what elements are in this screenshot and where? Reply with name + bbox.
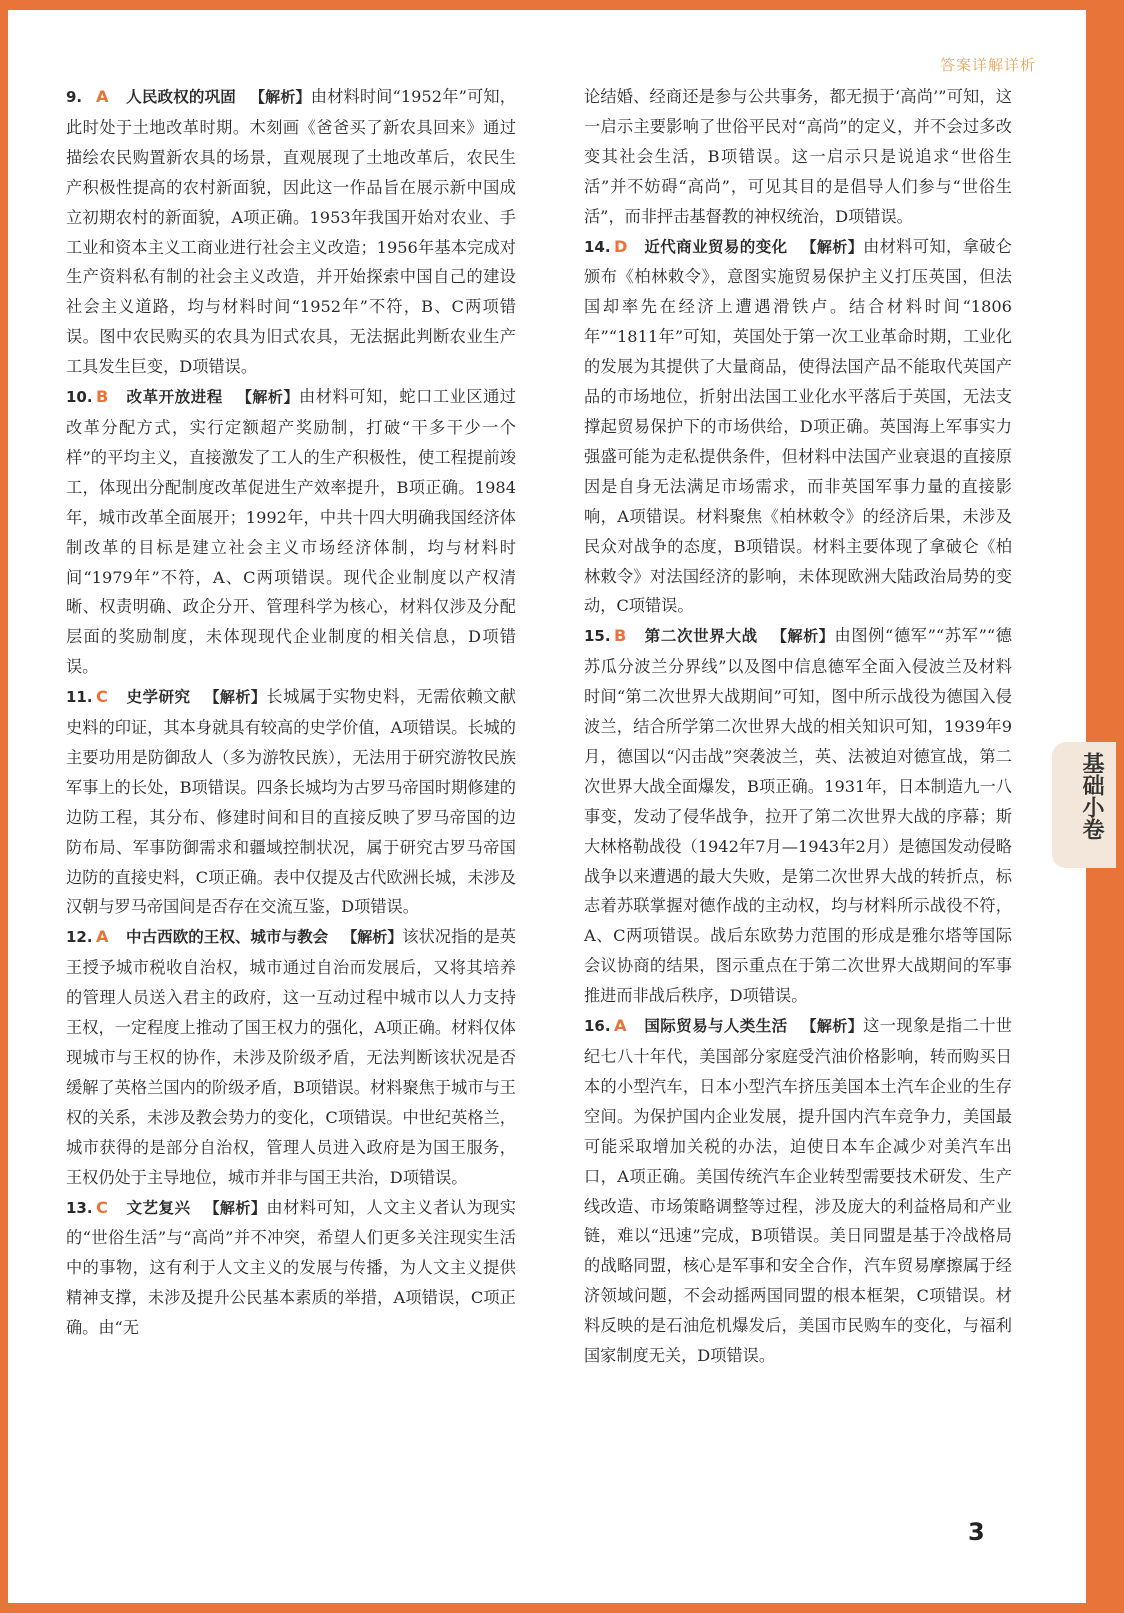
item-topic: 国际贸易与人类生活	[644, 1017, 788, 1036]
answer-item	[66, 922, 516, 1192]
right-column	[584, 82, 1012, 1371]
item-number: 11.	[66, 688, 93, 707]
analysis-tag: 【解析】	[249, 88, 311, 106]
item-answer: C	[96, 1197, 108, 1217]
answer-item	[584, 1011, 1012, 1371]
answer-item	[584, 621, 1012, 1011]
answer-item	[66, 682, 516, 922]
item-topic: 第二次世界大战	[644, 627, 758, 646]
header-label: 答案详解详析	[939, 56, 1036, 74]
answer-item	[66, 382, 516, 682]
item-number: 16.	[584, 1017, 611, 1036]
item-topic: 人民政权的巩固	[126, 88, 236, 106]
item-topic: 近代商业贸易的变化	[644, 237, 788, 256]
page	[8, 10, 1116, 1603]
analysis-tag: 【解析】	[204, 688, 267, 707]
item-text: 该状况指的是英王授予城市税收自治权，城市通过自治而发展后，又将其培养的管理人员送入君主的政府，这一互动过程中城市以人力支持王权，一定程度上推动了国王权力的强化，A项正确。材料仅体现城市与王权的协作，未涉及阶级矛盾，无法判断该状况是否缓解了英格兰国内的阶级矛盾，B项错误。材料聚焦于城市与王权的关系，未涉及教会势力的变化，C项错误。中世纪英格兰，城市获得的是部分自治权，管理人员进入政府是为国王服务，王权仍处于主导地位，城市并非与国王共治，D项错误。	[66, 927, 516, 1187]
answer-item	[66, 1193, 516, 1344]
item-number: 13.	[66, 1198, 93, 1217]
item-answer: A	[614, 1016, 627, 1036]
item-topic: 史学研究	[126, 688, 191, 707]
analysis-tag: 【解析】	[236, 388, 300, 407]
page-number: 3	[968, 1518, 985, 1546]
analysis-tag: 【解析】	[342, 928, 403, 947]
item-topic: 改革开放进程	[126, 388, 223, 407]
item-number: 9.	[66, 88, 83, 106]
item-answer: A	[96, 927, 109, 947]
analysis-tag: 【解析】	[801, 1017, 864, 1036]
answer-item	[584, 232, 1012, 622]
analysis-tag: 【解析】	[771, 627, 835, 646]
item-text: 由材料时间“1952年”可知，此时处于土地改革时期。木刻画《爸爸买了新农具回来》通过描绘农民购置新农具的场景，直观展现了土地改革后，农民生产积极性提高的农村新面貌，因此这一作品旨在展示新中国成立初期农村的新面貌，A项正确。1953年我国开始对农业、手工业和资本主义工商业进行社会主义改造；1956年基本完成对生产资料私有制的社会主义改造，并开始探索中国自己的建设社会主义道路，均与材料时间“1952年”不符，B、C两项错误。图中农民购买的农具为旧式农具，无法据此判断农业生产工具发生巨变，D项错误。	[66, 87, 516, 377]
answer-item	[66, 82, 516, 382]
item-number: 14.	[584, 237, 611, 256]
item-answer: D	[614, 236, 628, 256]
item-answer: B	[614, 626, 627, 646]
item-text: 由材料可知，拿破仑颁布《柏林敕令》，意图实施贸易保护主义打压英国，但法国却率先在经济上遭遇滑铁卢。结合材料时间“1806年”“1811年”可知，英国处于第一次工业革命时期，工业化的发展为其提供了大量商品，使得法国产品不能取代英国产品的市场地位，折射出法国工业化水平落后于英国，无法支撑起贸易保护下的市场供给，D项正确。英国海上军事实力强盛可能为走私提供条件，但材料中法国产业衰退的直接原因是自身无法满足市场需求，而非英国军事力量的直接影响，A项错误。材料聚焦《柏林敕令》的经济后果，未涉及民众对战争的态度，B项错误。材料主要体现了拿破仑《柏林敕令》对法国经济的影响，未体现欧洲大陆政治局势的变动，C项错误。	[584, 236, 1012, 616]
item-answer: A	[96, 87, 109, 106]
item-topic: 中古西欧的王权、城市与教会	[126, 928, 329, 947]
item-answer: B	[96, 387, 109, 407]
item-number: 12.	[66, 928, 93, 947]
item-answer: C	[96, 687, 108, 707]
item-text: 由图例“德军”“苏军”“德苏瓜分波兰分界线”以及图中信息德军全面入侵波兰及材料时间“第二次世界大战期间”可知，图中所示战役为德国入侵波兰，结合所学第二次世界大战的相关知识可知，1939年9月，德国以“闪击战”突袭波兰，英、法被迫对德宣战，第二次世界大战全面爆发，B项正确。1931年，日本制造九一八事变，发动了侵华战争，拉开了第二次世界大战的序幕；斯大林格勒战役（1942年7月—1943年2月）是德国发动侵略战争以来遭遇的最大失败，是第二次世界大战的转折点，标志着苏联掌握对德作战的主动权，均与材料所示战役不符，A、C两项错误。战后东欧势力范围的形成是雅尔塔等国际会议协商的结果，图示重点在于第二次世界大战期间的军事推进而非战后秩序，D项错误。	[584, 626, 1012, 1006]
continued-text: 论结婚、经商还是参与公共事务，都无损于‘高尚’”可知，这一启示主要影响了世俗平民对“高尚”的定义，并不会过多改变其社会生活，B项错误。这一启示只是说追求“世俗生活”并不妨碍“高尚”，可见其目的是倡导人们参与“世俗生活”，而非抨击基督教的神权统治，D项错误。	[584, 87, 1012, 226]
analysis-tag: 【解析】	[204, 1198, 267, 1217]
item-topic: 文艺复兴	[126, 1198, 191, 1217]
item-text: 长城属于实物史料，无需依赖文献史料的印证，其本身就具有较高的史学价值，A项错误。长城的主要功用是防御敌人（多为游牧民族），无法用于研究游牧民族军事上的长处，B项错误。四条长城均为古罗马帝国时期修建的边防工程，其分布、修建时间和目的直接反映了罗马帝国的边防布局、军事防御需求和疆域控制状况，属于研究古罗马帝国边防的直接史料，C项正确。表中仅提及古代欧洲长城，未涉及汉朝与罗马帝国间是否存在交流互鉴，D项错误。	[66, 687, 516, 917]
item-number: 10.	[66, 388, 93, 407]
item-text: 由材料可知，人文主义者认为现实的“世俗生活”与“高尚”并不冲突，希望人们更多关注现实生活中的事物，这有利于人文主义的发展与传播，为人文主义提供精神支撑，未涉及提升公民基本素质的举措，A项错误，C项正确。由“无	[66, 1197, 516, 1338]
left-column	[66, 82, 516, 1343]
side-tab-label: 基础小卷	[1079, 752, 1104, 840]
item-text: 由材料可知，蛇口工业区通过改革分配方式，实行定额超产奖励制，打破“干多干少一个样”的平均主义，直接激发了工人的生产积极性，使工程提前竣工，体现出分配制度改革促进生产效率提升，B项正确。1984年，城市改革全面展开；1992年，中共十四大明确我国经济体制改革的目标是建立社会主义市场经济体制，均与材料时间“1979年”不符，A、C两项错误。现代企业制度以产权清晰、权责明确、政企分开、管理科学为核心，材料仅涉及分配层面的奖励制度，未体现现代企业制度的相关信息，D项错误。	[66, 387, 516, 677]
item-number: 15.	[584, 627, 611, 646]
analysis-tag: 【解析】	[801, 237, 864, 256]
side-tab	[1052, 742, 1116, 868]
item-text: 这一现象是指二十世纪七八十年代，美国部分家庭受汽油价格影响，转而购买日本的小型汽车，日本小型汽车挤压美国本土汽车企业的生存空间。为保护国内企业发展，提升国内汽车竞争力，美国最可能采取增加关税的办法，迫使日本车企减少对美汽车出口，A项正确。美国传统汽车企业转型需要技术研发、生产线改造、市场策略调整等过程，涉及庞大的利益格局和产业链，难以“迅速”完成，B项错误。美日同盟是基于冷战格局的战略同盟，核心是军事和安全合作，汽车贸易摩擦属于经济领域问题，不会动摇两国同盟的根本框架，C项错误。材料反映的是石油危机爆发后，美国市民购车的变化，与福利国家制度无关，D项错误。	[584, 1016, 1012, 1366]
